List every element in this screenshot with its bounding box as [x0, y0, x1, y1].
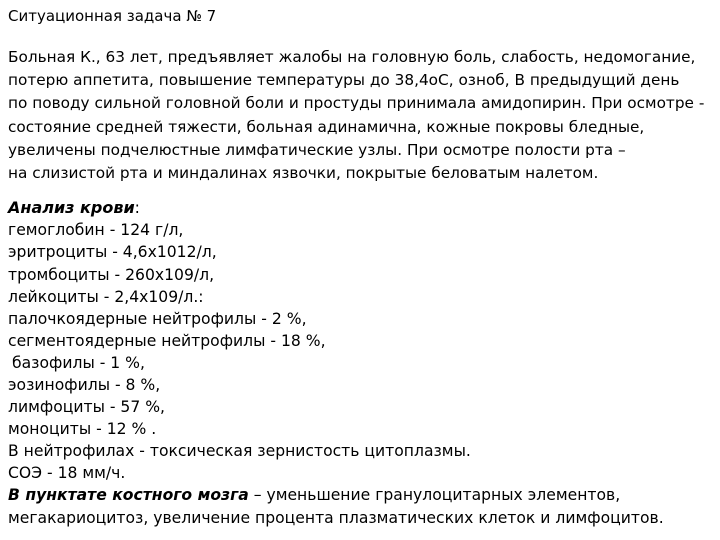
marrow-text: – уменьшение гранулоцитарных элементов, [248, 486, 621, 505]
blood-value-line: СОЭ - 18 мм/ч. [8, 464, 126, 483]
blood-heading-colon: : [134, 199, 140, 218]
task-title: Ситуационная задача № 7 [8, 7, 217, 25]
blood-value-line: эритроциты - 4,6х1012/л, [8, 243, 217, 262]
marrow-line-2: мегакариоцитоз, увеличение процента плазматических клеток и лимфоцитов. [8, 508, 664, 527]
blood-value-line: эозинофилы - 8 %, [8, 375, 161, 394]
complaint-line: потерю аппетита, повышение температуры до 38,4оС, озноб, В предыдущий день [8, 71, 680, 90]
complaint-line: увеличены подчелюстные лимфатические узлы. При осмотре полости рта – [8, 140, 626, 159]
blood-heading-line [8, 197, 714, 219]
blood-value-line: гемоглобин - 124 г/л, [8, 221, 184, 240]
blood-value-line: базофилы - 1 %, [12, 353, 145, 372]
blood-value-line: лейкоциты - 2,4х109/л.: [8, 287, 204, 306]
complaint-line: состояние средней тяжести, больная адинамична, кожные покровы бледные, [8, 117, 645, 136]
blood-value-line: тромбоциты - 260х109/л, [8, 265, 215, 284]
marrow-line [8, 484, 714, 506]
blood-value-line: лимфоциты - 57 %, [8, 398, 165, 417]
blood-value-line: В нейтрофилах - токсическая зернистость цитоплазмы. [8, 442, 471, 461]
marrow-heading: В пунктате костного мозга [8, 486, 249, 505]
blood-value-line: сегментоядерные нейтрофилы - 18 %, [8, 331, 326, 350]
blood-heading: Анализ крови [8, 198, 135, 218]
blood-value-line: моноциты - 12 % . [8, 420, 157, 439]
complaint-line: на слизистой рта и миндалинах язвочки, покрытые беловатым налетом. [8, 164, 599, 183]
complaint-line: Больная К., 63 лет, предъявляет жалобы на головную боль, слабость, недомогание, [8, 48, 696, 66]
complaint-paragraph [8, 46, 714, 185]
blood-analysis-section [8, 197, 714, 528]
blood-value-line: палочкоядерные нейтрофилы - 2 %, [8, 309, 307, 328]
document-page [8, 6, 714, 529]
complaint-line: по поводу сильной головной боли и простуды принимала амидопирин. При осмотре - [8, 94, 705, 113]
